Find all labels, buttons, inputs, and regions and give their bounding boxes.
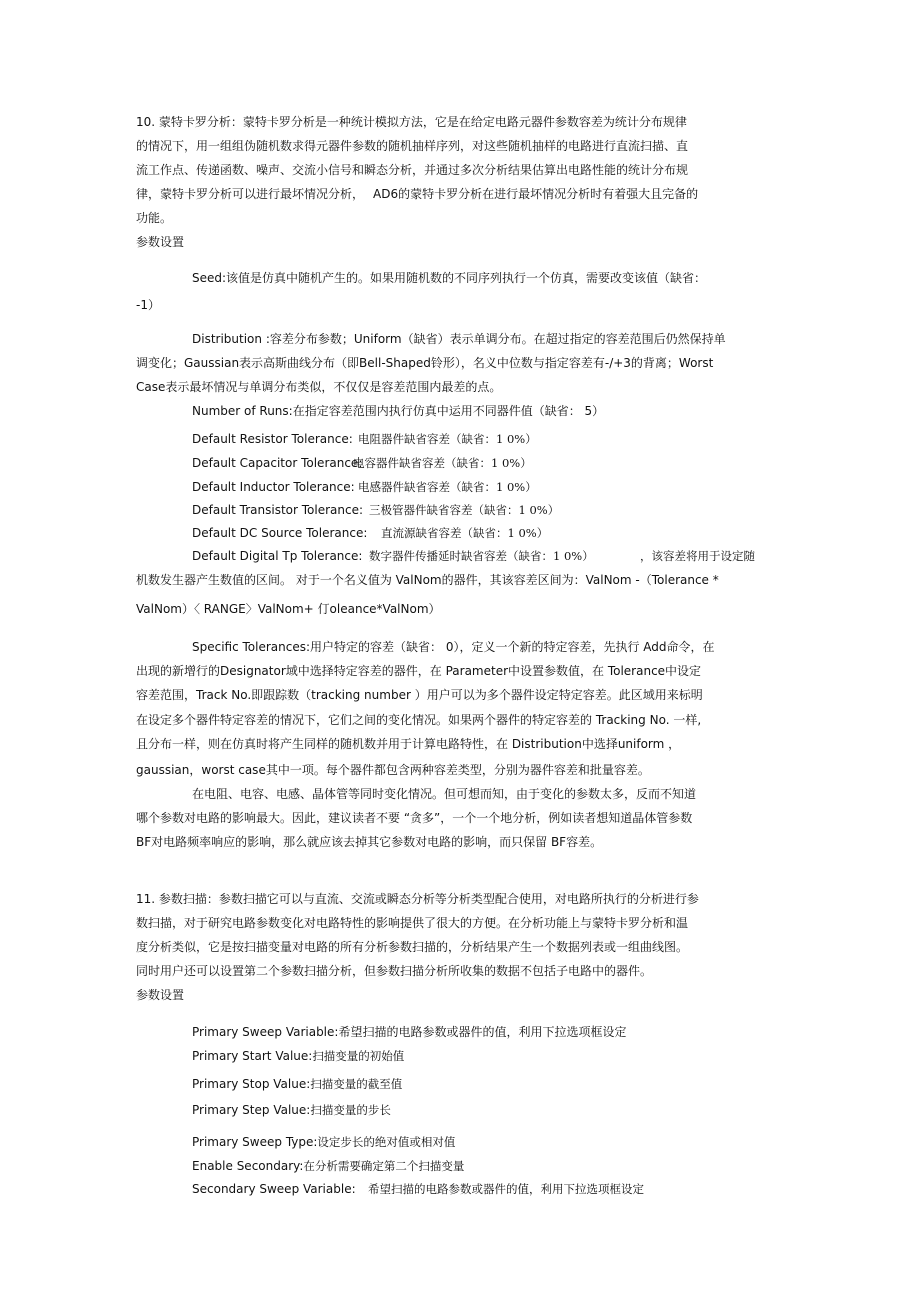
distribution-line-1: Distribution :容差分布参数；Uniform（缺省）表示单调分布。在超过指定的容差范围后仍然保持单 (192, 332, 726, 346)
specific-line-4: 在设定多个器件特定容差的情况下，它们之间的变化情况。如果两个器件的特定容差的 Tracking No. 一样, (136, 713, 702, 727)
sec10-params-heading: 参数设置 (136, 235, 185, 249)
sec10-line-4a: 律，蒙特卡罗分析可以进行最坏情况分析， (136, 187, 365, 201)
specific-line-2: 出现的新增行的Designator域中选择特定容差的器件，在 Parameter中设置参数值，在 Tolerance中设定 (136, 664, 702, 678)
default-resistor-label: Default Resistor Tolerance: (192, 432, 353, 446)
sec11-line-4: 同时用户还可以设置第二个参数扫描分析，但参数扫描分析所收集的数据不包括子电路中的器件。 (136, 964, 653, 978)
default-dc-source-desc: 直流源缺省容差（缺省：1 0%） (381, 526, 549, 540)
seed-line-2: -1） (136, 298, 160, 312)
param-desc: 设定步长的绝对值或相对值 (317, 1135, 456, 1149)
param-desc: 在分析需要确定第二个扫描变量 (303, 1159, 465, 1173)
param-desc: 扫描变量的初始值 (312, 1049, 405, 1063)
sec11-params-heading: 参数设置 (136, 988, 185, 1002)
primary-sweep-variable (192, 1024, 626, 1040)
param-label: Primary Sweep Type: (192, 1135, 318, 1149)
default-inductor-label: Default Inductor Tolerance: (192, 480, 355, 494)
sec11-line-1: 11. 参数扫描：参数扫描它可以与直流、交流或瞬态分析等分析类型配合使用，对电路所执行的分析进行参 (136, 892, 699, 906)
note-line-2: 哪个参数对电路的影响最大。因此，建议读者不要 “贪多”，一个一个地分析，例如读者想知道晶体管参数 (136, 811, 693, 825)
sec10-line-3: 流工作点、传递函数、噪声、交流小信号和瞬态分析，并通过多次分析结果估算出电路性能的统计分布规 (136, 163, 689, 177)
param-desc: 扫描变量的步长 (310, 1103, 391, 1117)
primary-stop-value (192, 1076, 402, 1092)
range-line-2: ValNom）〈 RANGE〉ValNom+ 仃oleance*ValNom） (136, 602, 441, 616)
primary-step-value (192, 1102, 391, 1118)
specific-line-5: 且分布一样，则在仿真时将产生同样的随机数并用于计算电路特性，在 Distribution中选择uniform ， (136, 737, 681, 751)
default-digital-tail: ，该容差将用于设定随 (640, 549, 755, 563)
param-label: Primary Start Value: (192, 1049, 313, 1063)
secondary-sweep-variable-desc: 希望扫描的电路参数或器件的值，利用下拉选项框设定 (368, 1182, 644, 1196)
note-line-3: BF对电路频率响应的影响，那么就应该去掉其它参数对电路的影响，而只保留 BF容差。 (136, 835, 603, 849)
default-capacitor-label: Default Capacitor Tolerance: (192, 456, 363, 470)
secondary-sweep-variable-label: Secondary Sweep Variable: (192, 1182, 356, 1196)
sec10-line-5: 功能。 (136, 211, 173, 225)
param-label: Primary Step Value: (192, 1103, 311, 1117)
specific-line-3: 容差范围，Track No.即跟踪数（tracking number ）用户可以为多个器件设定特定容差。此区域用来标明 (136, 688, 703, 702)
number-of-runs: Number of Runs:在指定容差范围内执行仿真中运用不同器件值（缺省： 5） (192, 404, 605, 418)
primary-sweep-type (192, 1134, 455, 1150)
default-capacitor-desc: 电容器件缺省容差（缺省：1 0%） (353, 456, 532, 470)
param-desc: 希望扫描的电路参数或器件的值，利用下拉选项框设定 (338, 1025, 627, 1039)
seed-line-1: Seed:该值是仿真中随机产生的。如果用随机数的不同序列执行一个仿真，需要改变该值（缺省： (192, 271, 707, 285)
default-dc-source-label: Default DC Source Tolerance: (192, 526, 368, 540)
sec10-line-4b: AD6的蒙特卡罗分析在进行最坏情况分析时有着强大且完备的 (373, 187, 699, 201)
default-inductor-desc: 电感器件缺省容差（缺省：1 0%） (358, 480, 537, 494)
distribution-line-2: 调变化；Gaussian表示高斯曲线分布（即Bell-Shaped铃形），名义中位数与指定容差有-/+3的背离；Worst (136, 356, 714, 370)
note-line-1: 在电阻、电容、电感、晶体管等同时变化情况。但可想而知，由于变化的参数太多，反而不知道 (192, 787, 697, 801)
sec10-line-1: 10. 蒙特卡罗分析：蒙特卡罗分析是一种统计模拟方法，它是在给定电路元器件参数容差为统计分布规律 (136, 115, 687, 129)
range-line-1: 机数发生器产生数值的区间。 对于一个名义值为 ValNom的器件，其该容差区间为：ValNom -（Tolerance * (136, 573, 719, 587)
param-label: Primary Sweep Variable: (192, 1025, 339, 1039)
distribution-line-3: Case表示最坏情况与单调分布类似，不仅仅是容差范围内最差的点。 (136, 380, 502, 394)
default-transistor-label: Default Transistor Tolerance: (192, 503, 364, 517)
default-digital-label: Default Digital Tp Tolerance: (192, 549, 363, 563)
sec11-line-3: 度分析类似，它是按扫描变量对电路的所有分析参数扫描的，分析结果产生一个数据列表或一组曲线图。 (136, 940, 689, 954)
default-resistor-desc: 电阻器件缺省容差（缺省：1 0%） (358, 432, 537, 446)
sec10-line-2: 的情况下，用一组组伪随机数求得元器件参数的随机抽样序列，对这些随机抽样的电路进行直流扫描、直 (136, 139, 689, 153)
specific-line-6: gaussian，worst case其中一项。每个器件都包含两种容差类型，分别为器件容差和批量容差。 (136, 763, 650, 777)
enable-secondary (192, 1158, 464, 1174)
primary-start-value (192, 1048, 404, 1064)
param-label: Primary Stop Value: (192, 1077, 311, 1091)
param-desc: 扫描变量的截至值 (310, 1077, 403, 1091)
specific-line-1: Specific Tolerances:用户特定的容差（缺省： 0），定义一个新的特定容差，先执行 Add命令，在 (192, 640, 715, 654)
default-digital-desc: 数字器件传播延时缺省容差（缺省：1 0%） (369, 549, 594, 563)
default-transistor-desc: 三极管器件缺省容差（缺省：1 0%） (369, 503, 560, 517)
sec11-line-2: 数扫描，对于研究电路参数变化对电路特性的影响提供了很大的方便。在分析功能上与蒙特卡罗分析和温 (136, 916, 689, 930)
param-label: Enable Secondary: (192, 1159, 304, 1173)
